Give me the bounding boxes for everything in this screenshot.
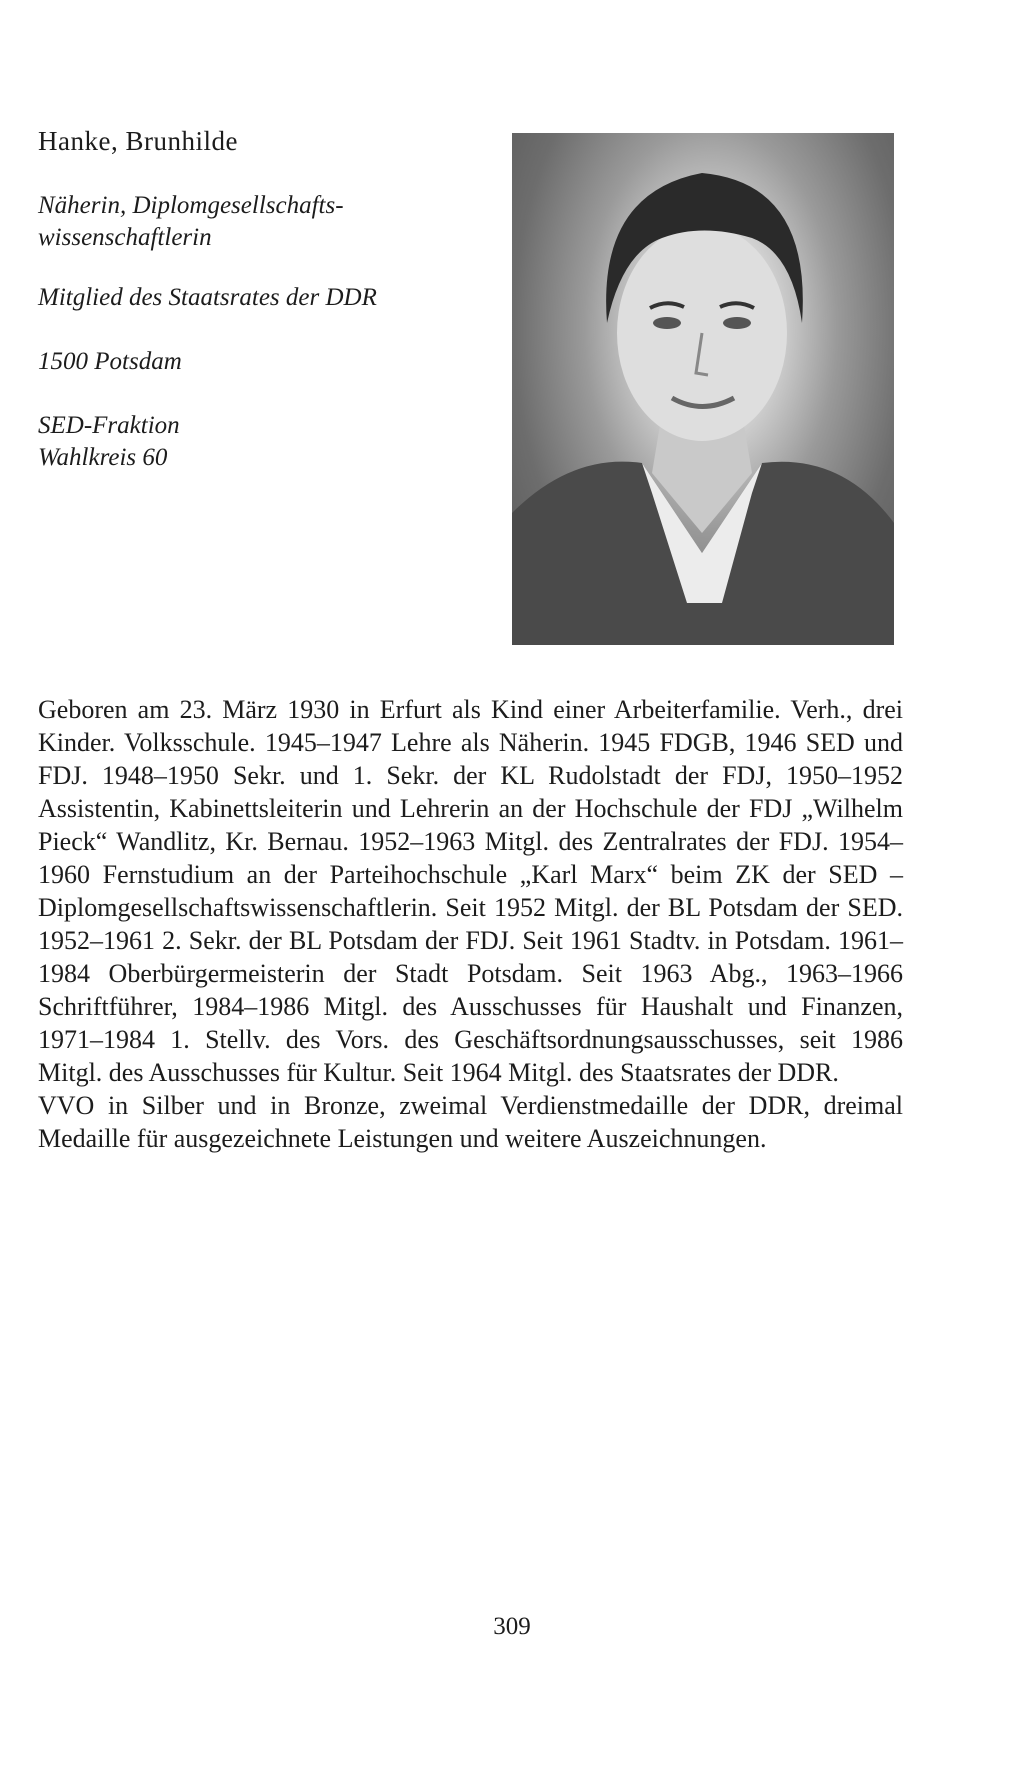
biography-paragraph-awards: VVO in Silber und in Bronze, zweimal Verdienstmedaille der DDR, dreimal Medaille für ausgezeichnete Leistungen und weitere Auszeichnungen. [38,1091,903,1153]
faction: SED-Fraktion [38,412,180,439]
city: 1500 Potsdam [38,348,182,375]
biography-paragraph-career: Geboren am 23. März 1930 in Erfurt als Kind einer Arbeiterfamilie. Verh., drei Kinder. Volksschule. 1945–1947 Lehre als Näherin. 1945 FDGB, 1946 SED und FDJ. 1948–1950 Sekr. und 1. Sekr. der KL Rudolstadt der FDJ, 1950–1952 Assistentin, Kabinettsleiterin und Lehrerin an der Hochschule der FDJ „Wilhelm Pieck“ Wandlitz, Kr. Bernau. 1952–1963 Mitgl. des Zentralrates der FDJ. 1954–1960 Fernstudium an der Parteihochschule „Karl Marx“ beim ZK der SED – Diplomgesellschaftswissenschaftlerin. Seit 1952 Mitgl. der BL Potsdam der SED. 1952–1961 2. Sekr. der BL Potsdam der FDJ. Seit 1961 Stadtv. in Potsdam. 1961–1984 Oberbürgermeisterin der Stadt Potsdam. Seit 1963 Abg., 1963–1966 Schriftführer, 1984–1986 Mitgl. des Ausschusses für Haushalt und Finanzen, 1971–1984 1. Stellv. des Vors. des Geschäftsordnungsausschusses, seit 1986 Mitgl. des Ausschusses für Kultur. Seit 1964 Mitgl. des Staatsrates der DDR. [38,695,903,1087]
constituency: Wahlkreis 60 [38,444,168,471]
portrait-photo-icon [512,133,894,645]
biography [38,693,903,1155]
person-name: Hanke, Brunhilde [38,126,238,156]
profession-line-2: wissenschaftlerin [38,224,212,251]
profession-line-1: Näherin, Diplomgesellschafts- [38,192,344,219]
page-number: 309 [493,1613,531,1640]
portrait-photo [512,133,894,645]
faction-block [38,410,180,474]
office: Mitglied des Staatsrates der DDR [38,284,377,311]
profession [38,190,344,254]
